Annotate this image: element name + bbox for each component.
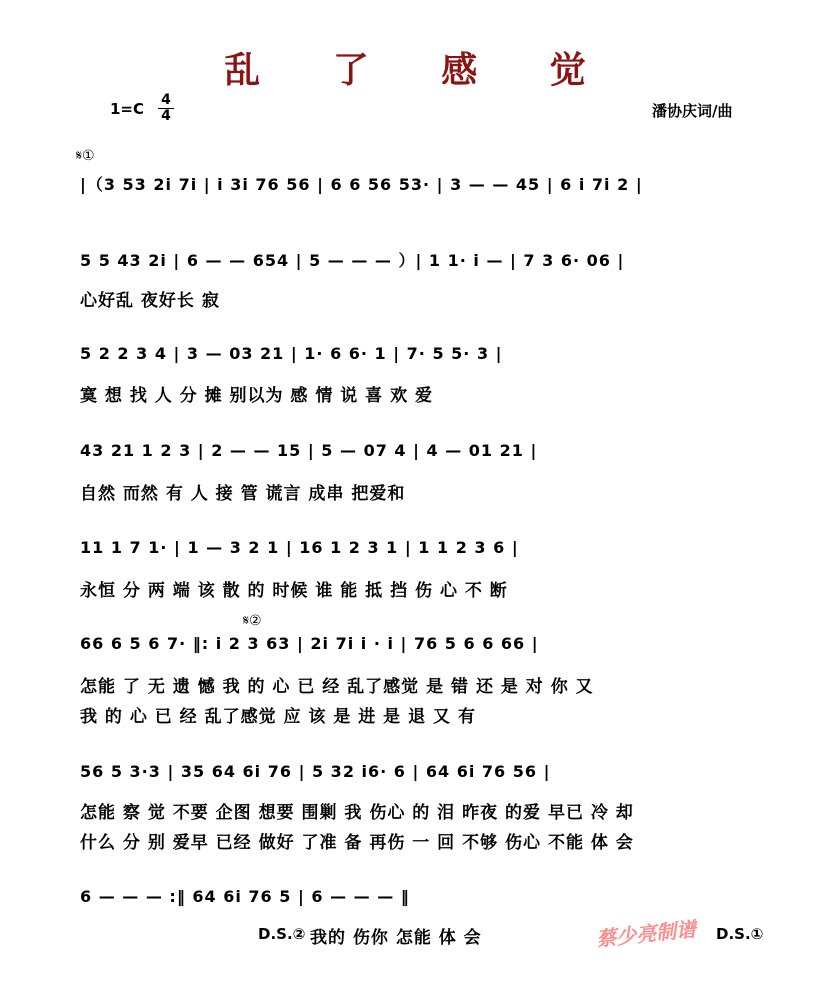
- notation-line-4: 43 21 1 2 3 | 2 — — 15 | 5 — 07 4 | 4 — 01 21 |: [80, 441, 538, 460]
- lyric-line-4a: 自然 而然 有 人 接 管 谎言 成串 把爱和: [80, 484, 406, 504]
- lyric-line-8a: 我的 伤你 怎能 体 会: [310, 928, 482, 948]
- meter-bottom: 4: [158, 108, 174, 124]
- ds-2-marker: D.S.②: [258, 925, 306, 943]
- ds-1-marker: D.S.①: [716, 925, 764, 943]
- lyric-line-5a: 永恒 分 两 端 该 散 的 时候 谁 能 抵 挡 伤 心 不 断: [80, 581, 508, 601]
- notation-line-1: |（3 53 2i 7i | i 3i 76 56 | 6 6 56 53· | 3 — — 45 | 6 i 7i 2 |: [80, 175, 643, 194]
- notation-line-8: 6 — — — :‖ 64 6i 76 5 | 6 — — — ‖: [80, 887, 410, 906]
- notation-line-5: 11 1 7 1· | 1 — 3 2 1 | 16 1 2 3 1 | 1 1 2 3 6 |: [80, 538, 519, 557]
- notation-line-7: 56 5 3·3 | 35 64 6i 76 | 5 32 i6· 6 | 64 6i 76 56 |: [80, 762, 551, 781]
- segno-1-mark: 𝄋①: [76, 148, 95, 164]
- lyric-line-6b: 我 的 心 已 经 乱了感觉 应 该 是 进 是 退 又 有: [80, 707, 476, 727]
- lyric-line-6a: 怎能 了 无 遗 憾 我 的 心 已 经 乱了感觉 是 错 还 是 对 你 又: [80, 677, 594, 697]
- transcriber-watermark: 蔡少亮制谱: [595, 916, 698, 952]
- lyric-line-3a: 寞 想 找 人 分 摊 别以为 感 情 说 喜 欢 爱: [80, 386, 434, 406]
- lyric-line-7b: 什么 分 别 爱早 已经 做好 了准 备 再伤 一 回 不够 伤心 不能 体 会: [80, 833, 634, 853]
- lyric-line-2a: 心好乱 夜好长 寂: [80, 291, 220, 311]
- segno-2-mark: 𝄋②: [243, 613, 262, 629]
- notation-line-3: 5 2 2 3 4 | 3 — 03 21 | 1· 6 6· 1 | 7· 5 5· 3 |: [80, 344, 503, 363]
- lyric-line-7a: 怎能 察 觉 不要 企图 想要 围剿 我 伤心 的 泪 昨夜 的爱 早已 冷 却: [80, 803, 634, 823]
- time-signature: [158, 93, 174, 124]
- composer-credit: 潘协庆词/曲: [652, 102, 733, 120]
- notation-line-2: 5 5 43 2i | 6 — — 654 | 5 — — — ）| 1 1· i — | 7 3 6· 06 |: [80, 251, 625, 270]
- meter-top: 4: [161, 92, 171, 108]
- notation-line-6: 66 6 5 6 7· ‖: i 2 3 63 | 2i 7i i · i | 76 5 6 6 66 |: [80, 634, 539, 653]
- key-signature: 1=C: [110, 100, 145, 118]
- song-title: 乱 了 感 觉: [224, 50, 616, 91]
